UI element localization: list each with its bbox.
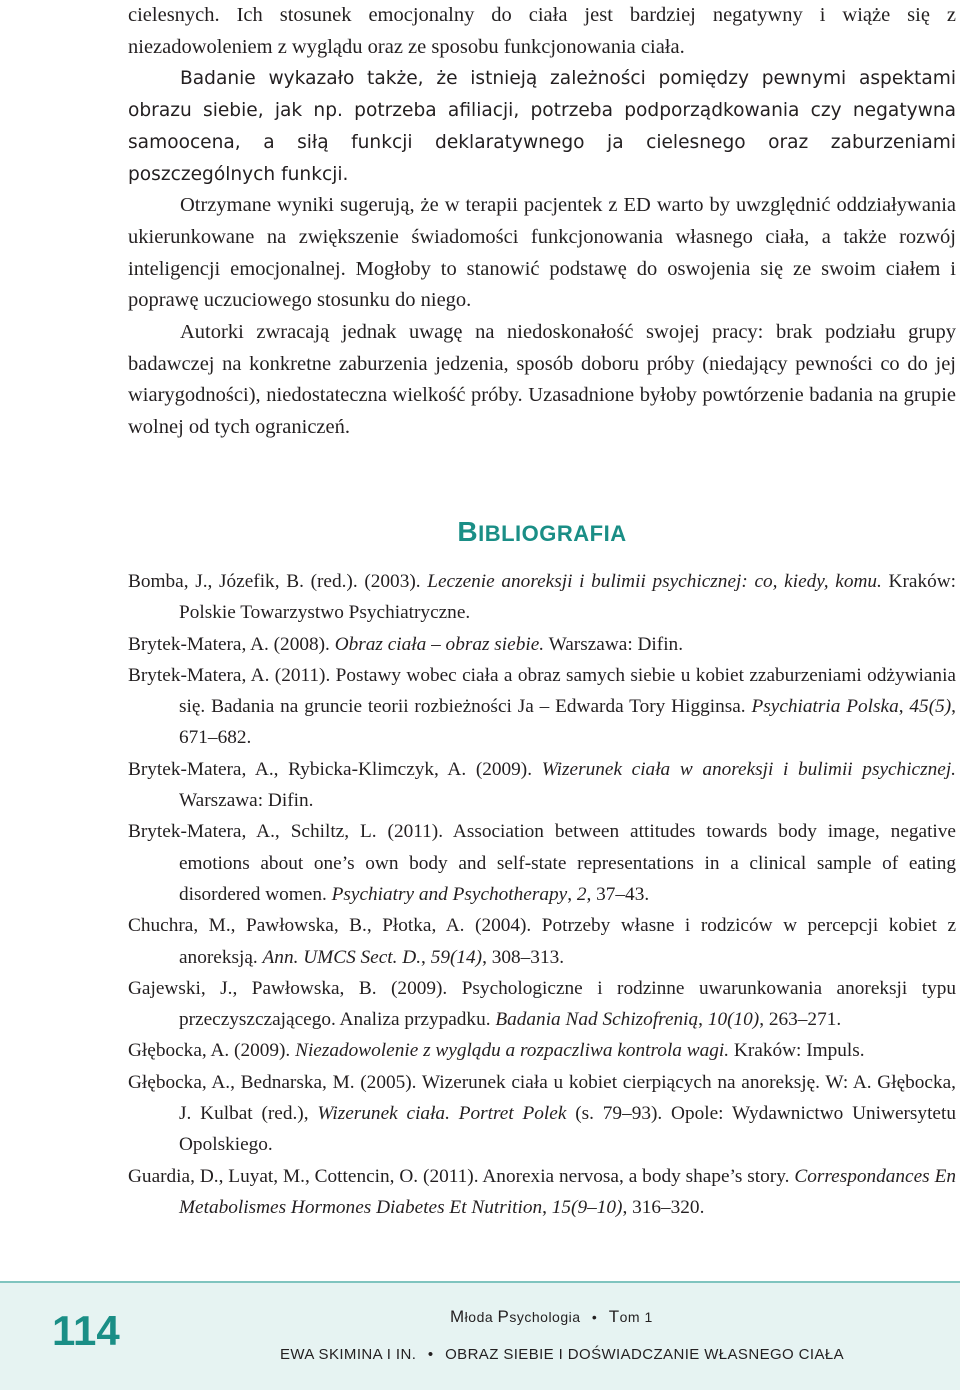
reference-text: , 671–682. — [179, 696, 956, 749]
reference-text: Brytek-Matera, A. (2008). — [128, 633, 335, 655]
heading-initial: B — [457, 516, 479, 547]
paragraph-4: Autorki zwracają jednak uwagę na niedoskonałość swojej pracy: brak podziału grupy badawczej na konkretne zaburzenia jedzenia, sposób doboru próby (niedający pewności co do jej wiarygodności), niedostateczna wielkość próby. Uzasadnione byłoby powtórzenie badania na grupie wolnej od tych ograniczeń. — [128, 321, 956, 439]
running-header — [280, 1346, 844, 1363]
reference-italic: Leczenie anoreksji i bulimii psychicznej: co, kiedy, komu. — [427, 571, 882, 592]
heading-rest: IBLIOGRAFIA — [478, 521, 627, 546]
reference-entry — [128, 1067, 956, 1161]
reference-text: Bomba, J., Józefik, B. (red.). (2003). — [128, 571, 428, 592]
reference-text: , 37–43. — [586, 883, 650, 905]
reference-italic: Badania Nad Schizofrenią — [495, 1009, 699, 1031]
bibliography-heading — [128, 516, 956, 548]
journal-text-1: łoda — [464, 1309, 494, 1325]
reference-entry — [128, 1035, 956, 1066]
reference-text: Brytek-Matera, A. (2011). Postawy wobec ciała a obraz samych siebie u kobiet zzaburzeniami odżywiania się. Badania na gruncie teorii rozbieżności Ja – Edwarda Tory Higginsa. — [128, 664, 956, 718]
journal-cap-p: P — [497, 1307, 510, 1326]
reference-italic: Correspondances En Metabolismes Hormones Diabetes Et Nutrition — [179, 1165, 956, 1218]
body-text — [128, 0, 956, 444]
paragraph-3: Otrzymane wyniki sugerują, że w terapii pacjentek z ED warto by uwzględnić oddziaływania ukierunkowane na zwiększenie świadomości funkcjonowania własnego ciała, a także rozwój inteligencji emocjonalnej. Mogłoby to stanowić podstawę do oswojenia się ze swoim ciałem i poprawę uczuciowego stosunku do niego. — [128, 194, 956, 312]
reference-italic: 15(9–10) — [551, 1196, 623, 1218]
reference-text: Warszawa: Difin. — [544, 633, 684, 655]
page-footer — [0, 1281, 960, 1390]
reference-text: , 263–271. — [759, 1009, 842, 1031]
journal-text-2: sychologia — [509, 1309, 581, 1325]
reference-text: , — [698, 1009, 708, 1031]
paragraph-2: Badanie wykazało także, że istnieją zależności pomiędzy pewnymi aspektami obrazu siebie, jak np. potrzeba afiliacji, potrzeba podporządkowania czy negatywna samoocena, a siłą funkcji deklaratywnego ja cielesnego oraz zaburzeniami poszczególnych funkcji. — [128, 68, 956, 185]
reference-text: , 316–320. — [622, 1196, 705, 1218]
journal-cap-t: T — [608, 1307, 620, 1326]
reference-italic: Wizerunek ciała w anoreksji i bulimii psychicznej. — [541, 758, 956, 780]
reference-text: (s. 79–93). Opole: Wydawnictwo Uniwersytetu Opolskiego. — [179, 1103, 956, 1156]
reference-italic: 10(10) — [707, 1009, 760, 1031]
reference-text: Głębocka, A., Bednarska, M. (2005). Wizerunek ciała u kobiet cierpiących na anoreksję. W: A. Głębocka, J. Kulbat (red.), — [128, 1071, 956, 1125]
reference-list — [128, 566, 956, 1223]
reference-italic: Psychiatry and Psychotherapy — [331, 883, 568, 905]
reference-text: , — [542, 1196, 552, 1218]
reference-italic: Ann. UMCS Sect. D. — [262, 946, 422, 968]
reference-italic: 45(5) — [909, 696, 952, 718]
reference-text: Chuchra, M., Pawłowska, B., Płotka, A. (2004). Potrzeby własne i rodziców w percepcji kobiet z anoreksją. — [128, 915, 956, 968]
reference-text: Kraków: Impuls. — [729, 1040, 865, 1062]
reference-entry — [128, 910, 956, 973]
reference-text: , — [898, 696, 910, 718]
reference-text: Głębocka, A. (2009). — [128, 1040, 296, 1062]
reference-entry — [128, 660, 956, 754]
paragraph-1: cielesnych. Ich stosunek emocjonalny do ciała jest bardziej negatywny i wiąże się z niezadowoleniem z wyglądu oraz ze sposobu funkcjonowania ciała. — [128, 4, 956, 58]
reference-entry — [128, 629, 956, 660]
reference-text: Gajewski, J., Pawłowska, B. (2009). Psychologiczne i rodzinne uwarunkowania anoreksji typu przeczyszczającego. Analiza przypadku. — [128, 977, 956, 1031]
reference-text: , 308–313. — [482, 946, 565, 968]
reference-italic: 59(14) — [430, 946, 483, 968]
reference-text: Guardia, D., Luyat, M., Cottencin, O. (2011). Anorexia nervosa, a body shape’s story. — [128, 1165, 795, 1187]
journal-title — [450, 1307, 653, 1327]
reference-text: , — [421, 946, 431, 968]
journal-text-3: om 1 — [619, 1309, 653, 1325]
running-title: OBRAZ SIEBIE I DOŚWIADCZANIE WŁASNEGO CIAŁA — [445, 1346, 845, 1363]
reference-text: Warszawa: Difin. — [179, 790, 314, 812]
reference-entry — [128, 1161, 956, 1224]
journal-cap-m: M — [450, 1307, 465, 1326]
reference-entry — [128, 816, 956, 910]
reference-italic: Wizerunek ciała. Portret Polek — [317, 1103, 567, 1125]
bullet-separator: • — [427, 1346, 434, 1363]
reference-italic: Psychiatria Polska — [751, 696, 899, 718]
page-number: 114 — [52, 1307, 120, 1354]
reference-entry — [128, 566, 956, 629]
reference-entry — [128, 754, 956, 817]
reference-text: Brytek-Matera, A., Rybicka-Klimczyk, A. (2009). — [128, 758, 542, 780]
reference-italic: 2 — [576, 883, 587, 905]
bullet-separator: • — [591, 1309, 598, 1325]
reference-text: Brytek-Matera, A., Schiltz, L. (2011). Association between attitudes towards body image, negative emotions about one’s own body and self-state representations in a clinical sample of eating disordered women. — [128, 821, 956, 905]
running-authors: EWA SKIMINA I IN. — [280, 1346, 417, 1363]
reference-italic: Niezadowolenie z wyglądu a rozpaczliwa kontrola wagi. — [295, 1040, 730, 1062]
reference-text: , — [567, 883, 577, 905]
reference-text: Kraków: Polskie Towarzystwo Psychiatryczne. — [179, 571, 957, 624]
reference-entry — [128, 973, 956, 1036]
reference-italic: Obraz ciała – obraz siebie. — [334, 633, 545, 655]
